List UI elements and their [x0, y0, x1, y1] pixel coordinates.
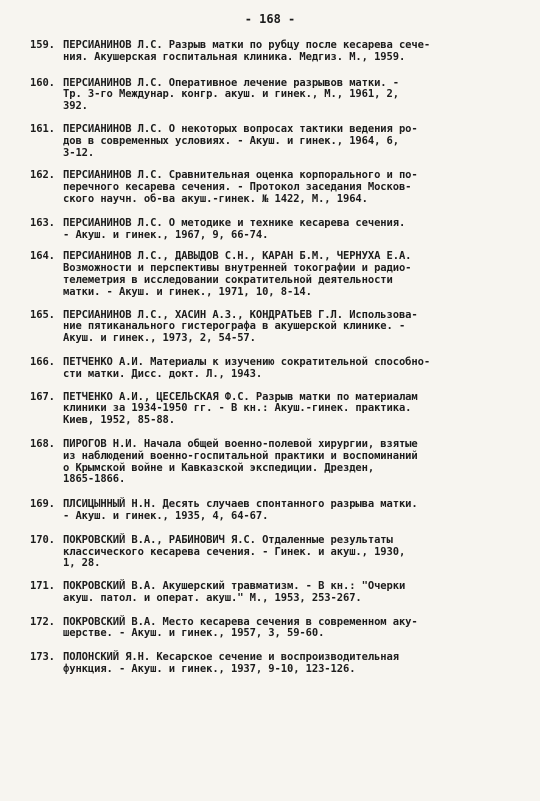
bibliography-entry: [30, 581, 508, 605]
entry-line: ПИРОГОВ Н.И. Начала общей военно-полевой хирургии, взятые: [63, 437, 418, 450]
entry-number: 162.: [30, 169, 55, 182]
entry-text: [63, 617, 508, 641]
bibliography-entry: [30, 617, 508, 641]
entry-line: ние пятиканального гистерографа в акушерской клинике. -: [63, 320, 406, 333]
page-number: - 168 -: [244, 12, 296, 26]
entry-line: 1865-1866.: [63, 473, 126, 486]
bibliography-entry: [30, 652, 508, 676]
entry-text: [63, 124, 508, 159]
entry-number: 161.: [30, 122, 55, 135]
entry-number: 169.: [30, 498, 55, 511]
entry-line: ПЕРСИАНИНОВ Л.С., ХАСИН А.З., КОНДРАТЬЕВ Г.Л. Использова-: [63, 308, 418, 321]
entry-line: Возможности и перспективы внутренней токографии и радио-: [63, 262, 412, 275]
entry-line: - Акуш. и гинек., 1967, 9, 66-74.: [63, 228, 269, 241]
bibliography-entry: [30, 357, 508, 381]
entry-text: [63, 652, 508, 676]
entry-line: телеметрия в исследовании сократительной деятельности: [63, 273, 393, 286]
entry-line: сти матки. Дисс. докт. Л., 1943.: [63, 367, 263, 380]
entry-line: ПОКРОВСКИЙ В.А. Акушерский травматизм. - В кн.: "Очерки: [63, 580, 406, 593]
entry-text: [63, 78, 508, 113]
entry-number: 166.: [30, 355, 55, 368]
bibliography-entry: [30, 170, 508, 205]
entry-line: шерстве. - Акуш. и гинек., 1957, 3, 59-60.: [63, 627, 325, 640]
bibliography-entry: [30, 310, 508, 345]
entry-line: ПОКРОВСКИЙ В.А., РАБИНОВИЧ Я.С. Отдаленные результаты: [63, 533, 393, 546]
entry-line: ПЕРСИАНИНОВ Л.С. Сравнительная оценка корпорального и по-: [63, 169, 418, 182]
entry-line: акуш. патол. и операт. акуш." М., 1953, 253-267.: [63, 591, 362, 604]
entry-number: 168.: [30, 437, 55, 450]
bibliography-entry: [30, 499, 508, 523]
entry-text: [63, 357, 508, 381]
entry-line: функция. - Акуш. и гинек., 1937, 9-10, 123-126.: [63, 663, 356, 676]
entry-number: 159.: [30, 39, 55, 51]
entry-number: 171.: [30, 580, 55, 593]
entry-line: классического кесарева сечения. - Гинек. и акуш., 1930,: [63, 545, 406, 558]
entry-text: [63, 499, 508, 523]
bibliography-entry: [30, 392, 508, 427]
entry-line: Киев, 1952, 85-88.: [63, 414, 175, 427]
entry-line: о Крымской войне и Кавказской экспедиции. Дрезден,: [63, 461, 375, 474]
entry-line: 392.: [63, 100, 88, 113]
entry-line: ния. Акушерская госпитальная клиника. Медгиз. М., 1959.: [63, 50, 406, 63]
entry-number: 167.: [30, 390, 55, 403]
entry-number: 164.: [30, 250, 55, 263]
entry-line: матки. - Акуш. и гинек., 1971, 10, 8-14.: [63, 285, 312, 298]
entry-text: [63, 310, 508, 345]
entry-text: [63, 392, 508, 427]
entry-line: ПЕРСИАНИНОВ Л.С. Разрыв матки по рубцу после кесарева сече-: [63, 39, 431, 51]
entry-line: ПЕТЧЕНКО А.И. Материалы к изучению сократительной способно-: [63, 355, 431, 368]
entry-text: [63, 439, 508, 486]
entry-line: 3-12.: [63, 146, 95, 159]
entry-line: Акуш. и гинек., 1973, 2, 54-57.: [63, 332, 256, 345]
entry-number: 173.: [30, 651, 55, 664]
entry-line: ПОЛОНСКИЙ Я.Н. Кесарское сечение и воспроизводительная: [63, 651, 399, 664]
entry-line: ПЕРСИАНИНОВ Л.С. О методике и технике кесарева сечения.: [63, 216, 406, 229]
entry-line: дов в современных условиях. - Акуш. и гинек., 1964, 6,: [63, 134, 399, 147]
bibliography-entry: [30, 40, 508, 64]
bibliography-entry: [30, 78, 508, 113]
entry-number: 163.: [30, 216, 55, 229]
entry-line: из наблюдений военно-госпитальной практики и воспоминаний: [63, 449, 418, 462]
entry-text: [63, 581, 508, 605]
entry-text: [63, 170, 508, 205]
entry-number: 160.: [30, 76, 55, 89]
bibliography-entry: [30, 218, 508, 242]
bibliography-entry: [30, 124, 508, 159]
entry-line: ского научн. об-ва акуш.-гинек. № 1422, М., 1964.: [63, 192, 368, 205]
entry-number: 172.: [30, 615, 55, 628]
entry-line: - Акуш. и гинек., 1935, 4, 64-67.: [63, 509, 269, 522]
entry-text: [63, 251, 508, 298]
entry-text: [63, 535, 508, 570]
bibliography-list: [30, 40, 508, 676]
bibliography-entry: [30, 439, 508, 486]
entry-number: 165.: [30, 308, 55, 321]
entry-line: ПЕРСИАНИНОВ Л.С. О некоторых вопросах тактики ведения ро-: [63, 122, 418, 135]
entry-line: перечного кесарева сечения. - Протокол заседания Москов-: [63, 181, 412, 194]
entry-line: ПЛСИЦЫННЫЙ Н.Н. Десять случаев спонтанного разрыва матки.: [63, 498, 418, 511]
entry-line: ПЕРСИАНИНОВ Л.С. Оперативное лечение разрывов матки. -: [63, 76, 399, 89]
bibliography-entry: [30, 535, 508, 570]
entry-line: ПОКРОВСКИЙ В.А. Место кесарева сечения в современном аку-: [63, 615, 418, 628]
entry-number: 170.: [30, 533, 55, 546]
entry-text: [63, 40, 508, 64]
entry-line: ПЕРСИАНИНОВ Л.С., ДАВЫДОВ С.Н., КАРАН Б.М., ЧЕРНУХА Е.А.: [63, 250, 412, 263]
entry-line: 1, 28.: [63, 557, 101, 570]
entry-line: ПЕТЧЕНКО А.И., ЦЕСЕЛЬСКАЯ Ф.С. Разрыв матки по материалам: [63, 390, 418, 403]
entry-line: клиники за 1934-1950 гг. - В кн.: Акуш.-гинек. практика.: [63, 402, 412, 415]
entry-line: Тр. 3-го Междунар. конгр. акуш. и гинек., М., 1961, 2,: [63, 88, 399, 101]
entry-text: [63, 218, 508, 242]
bibliography-entry: [30, 251, 508, 298]
